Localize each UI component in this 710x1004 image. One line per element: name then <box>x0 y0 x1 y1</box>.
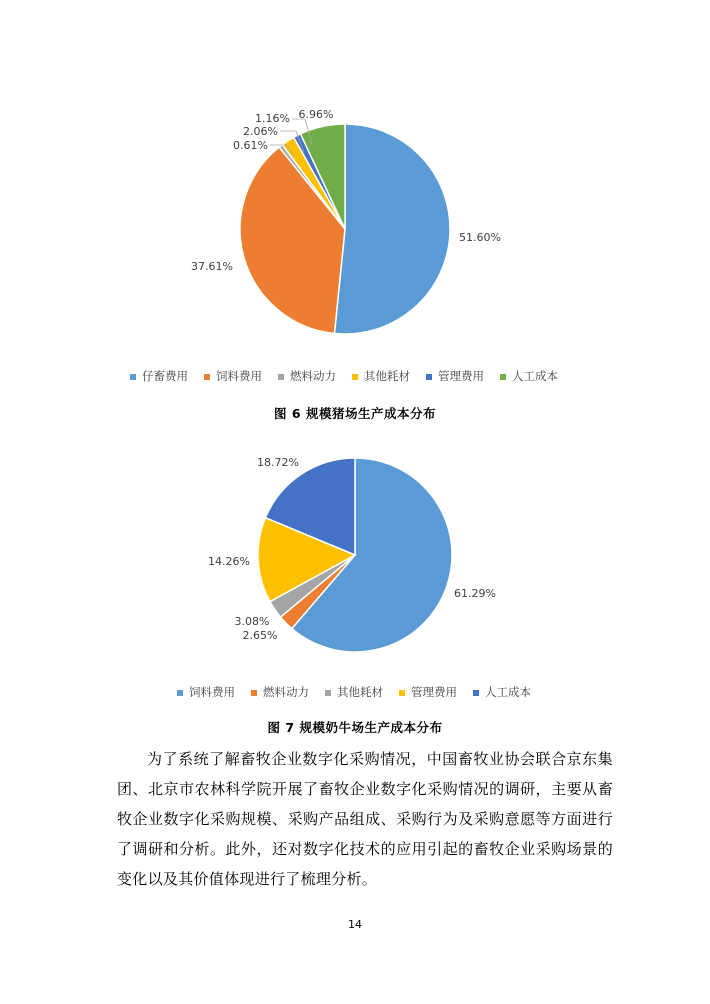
legend-marker-5 <box>473 690 479 696</box>
figure-7-caption: 图 7 规模奶牛场生产成本分布 <box>267 720 443 735</box>
data-label-5: 1.16% <box>255 112 290 125</box>
legend-marker-2 <box>251 690 257 696</box>
legend-label-1: 仔畜费用 <box>142 369 188 383</box>
data-label-1: 61.29% <box>454 587 496 600</box>
legend-marker-3 <box>325 690 331 696</box>
legend-marker-4 <box>352 374 358 380</box>
data-label-2: 37.61% <box>191 260 233 273</box>
data-label-4: 2.06% <box>243 125 278 138</box>
legend-label-2: 燃料动力 <box>263 685 309 699</box>
legend-label-5: 管理费用 <box>438 369 484 383</box>
data-label-4: 14.26% <box>208 555 250 568</box>
legend-marker-1 <box>177 690 183 696</box>
legend-marker-3 <box>278 374 284 380</box>
legend-marker-4 <box>399 690 405 696</box>
legend-label-3: 燃料动力 <box>290 369 336 383</box>
legend-marker-5 <box>426 374 432 380</box>
data-label-5: 18.72% <box>257 456 299 469</box>
data-label-6: 6.96% <box>298 108 334 121</box>
data-label-1: 51.60% <box>459 231 501 244</box>
dairy-farm-cost-pie-chart <box>0 448 710 708</box>
data-label-2: 2.65% <box>242 629 278 642</box>
legend-label-6: 人工成本 <box>512 369 558 383</box>
legend-label-4: 其他耗材 <box>364 369 410 383</box>
body-paragraph: 为了系统了解畜牧企业数字化采购情况，中国畜牧业协会联合京东集团、北京市农林科学院开展了畜牧企业数字化采购情况的调研，主要从畜牧企业数字化采购规模、采购产品组成、采购行为及采购意愿等方面进行了调研和分析。此外，还对数字化技术的应用引起的畜牧企业采购场景的变化以及其价值体现进行了梳理分析。 <box>117 750 613 888</box>
pig-farm-cost-pie-chart <box>0 95 710 395</box>
legend-label-1: 饲料费用 <box>189 685 235 699</box>
legend-label-4: 管理费用 <box>411 685 457 699</box>
legend-label-5: 人工成本 <box>485 685 531 699</box>
figure-6-caption: 图 6 规模猪场生产成本分布 <box>274 406 436 421</box>
data-label-3: 3.08% <box>234 615 270 628</box>
pie-slice-1 <box>334 124 450 334</box>
legend-marker-6 <box>500 374 506 380</box>
legend-marker-2 <box>204 374 210 380</box>
legend-marker-1 <box>130 374 136 380</box>
legend-label-3: 其他耗材 <box>337 685 383 699</box>
data-label-3: 0.61% <box>233 139 268 152</box>
page-number: 14 <box>348 918 362 931</box>
legend-label-2: 饲料费用 <box>216 369 262 383</box>
